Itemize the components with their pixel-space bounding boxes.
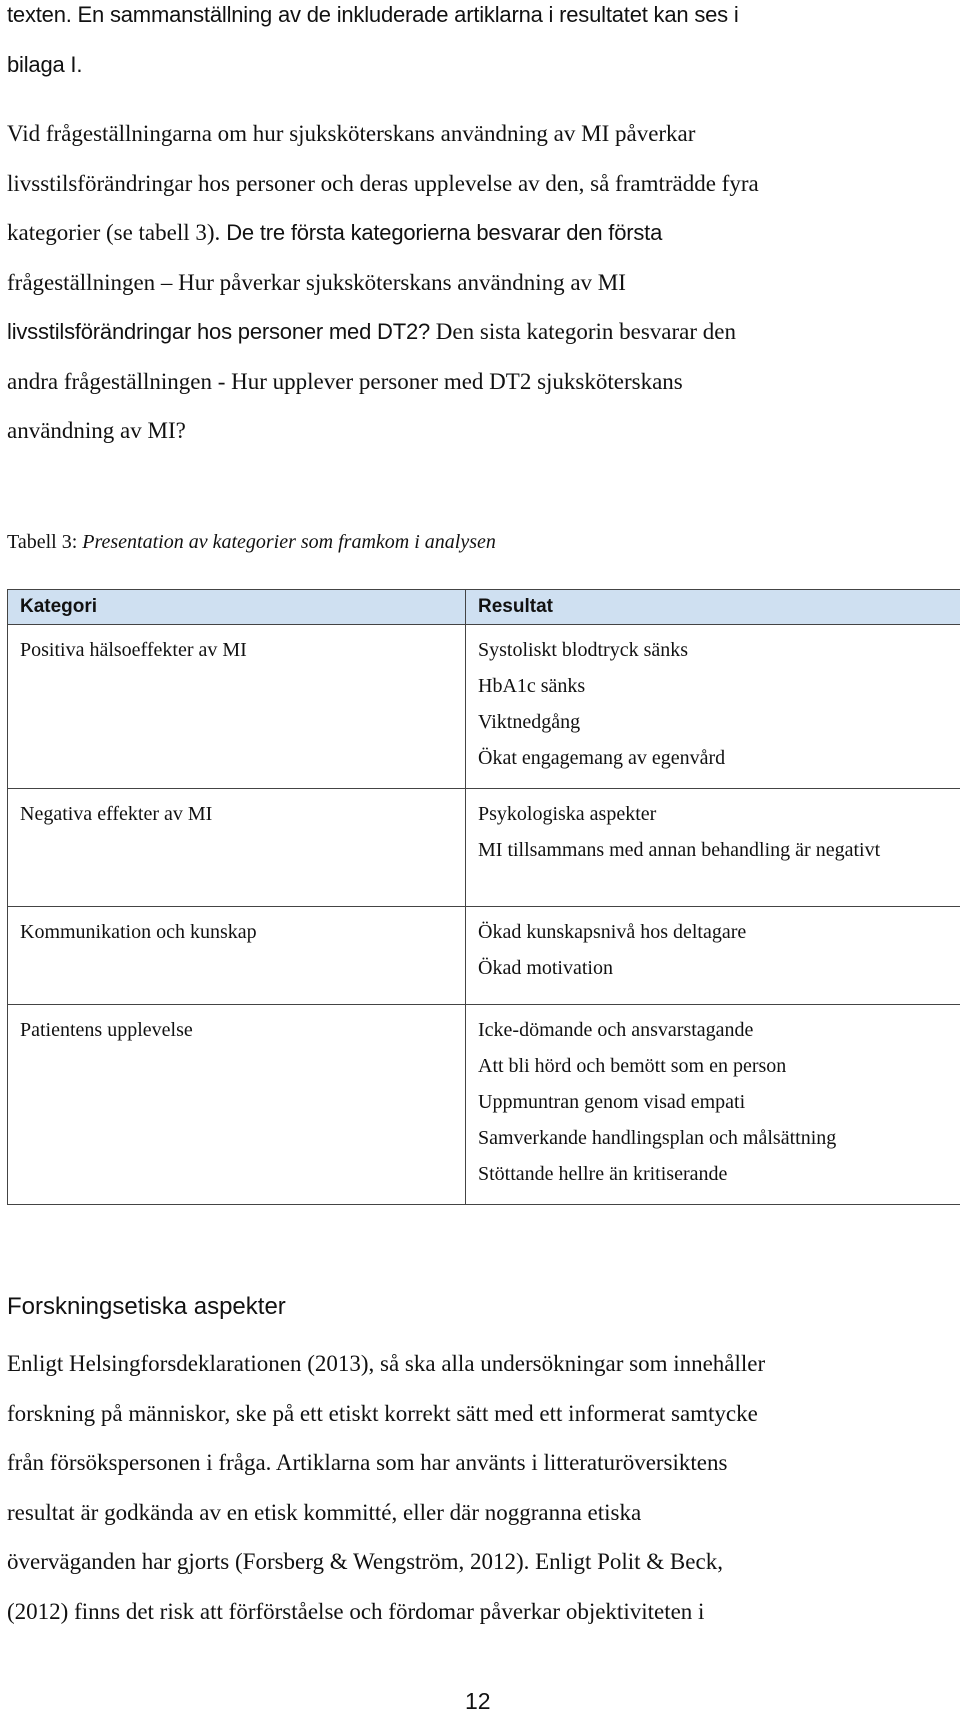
- text-line: frågeställningen – Hur påverkar sjuksköterskans användning av MI: [7, 269, 626, 295]
- text-line: [7, 307, 759, 357]
- table-header-row: [8, 590, 960, 625]
- result-item: Ökad kunskapsnivå hos deltagare: [478, 921, 747, 943]
- caption-title: Presentation av kategorier som framkom i analysen: [82, 531, 496, 553]
- text-segment: livsstilsförändringar hos personer med DT2?: [7, 319, 431, 344]
- header-resultat: Resultat: [466, 590, 960, 625]
- table-row: [8, 907, 960, 1005]
- text-segment: Den sista kategorin besvarar den: [430, 319, 736, 344]
- text-line: livsstilsförändringar hos personer och deras upplevelse av den, så framträdde fyra: [7, 170, 759, 196]
- text-segment: kategorier (se tabell 3).: [7, 220, 221, 245]
- result-item: Uppmuntran genom visad empati: [478, 1091, 746, 1113]
- results-cell: [466, 625, 960, 789]
- text-line: resultat är godkända av en etisk kommitté, eller där noggranna etiska: [7, 1499, 642, 1525]
- result-item: Stöttande hellre än kritiserande: [478, 1163, 728, 1185]
- category-cell: [8, 625, 466, 789]
- text-line: bilaga I.: [7, 51, 83, 77]
- result-item: Systoliskt blodtryck sänks: [478, 639, 689, 661]
- section-heading: Forskningsetiska aspekter: [7, 1293, 286, 1320]
- text-line: Vid frågeställningarna om hur sjuksköterskans användning av MI påverkar: [7, 121, 696, 146]
- category-label: Negativa effekter av MI: [20, 803, 213, 825]
- paragraph-research-questions: [7, 109, 759, 456]
- paragraph-ethics: [7, 1339, 765, 1636]
- text-line: texten. En sammanställning av de inkluderade artiklarna i resultatet kan ses i: [7, 2, 739, 27]
- table-row: [8, 625, 960, 789]
- table-caption: [7, 531, 496, 554]
- results-cell: [466, 1005, 960, 1205]
- header-kategori: Kategori: [8, 590, 466, 625]
- text-line: från försökspersonen i fråga. Artiklarna som har använts i litteraturöversiktens: [7, 1450, 728, 1475]
- table-row: [8, 789, 960, 907]
- result-item: Att bli hörd och bemött som en person: [478, 1055, 787, 1077]
- result-item: MI tillsammans med annan behandling är negativt: [478, 839, 881, 861]
- category-label: Positiva hälsoeffekter av MI: [20, 639, 247, 661]
- results-cell: [466, 789, 960, 907]
- caption-label: Tabell 3:: [7, 531, 83, 553]
- result-item: HbA1c sänks: [478, 675, 586, 697]
- results-cell: [466, 907, 960, 1005]
- text-segment: De tre första kategorierna besvarar den första: [220, 220, 663, 245]
- result-item: Ökad motivation: [478, 957, 613, 979]
- result-item: Samverkande handlingsplan och målsättning: [478, 1127, 837, 1149]
- category-cell: [8, 789, 466, 907]
- result-item: Psykologiska aspekter: [478, 803, 657, 825]
- result-item: Viktnedgång: [478, 711, 581, 733]
- text-line: användning av MI?: [7, 418, 186, 443]
- category-label: Patientens upplevelse: [20, 1019, 193, 1041]
- text-line: överväganden har gjorts (Forsberg & Wengström, 2012). Enligt Polit & Beck,: [7, 1549, 723, 1574]
- text-line: forskning på människor, ske på ett etiskt korrekt sätt med ett informerat samtycke: [7, 1400, 758, 1426]
- text-line: Enligt Helsingforsdeklarationen (2013), så ska alla undersökningar som innehåller: [7, 1351, 766, 1376]
- page-number: 12: [465, 1688, 491, 1714]
- text-line: (2012) finns det risk att förförståelse och fördomar påverkar objektiviteten i: [7, 1598, 705, 1624]
- result-item: Icke-dömande och ansvarstagande: [478, 1019, 754, 1041]
- categories-table: [7, 589, 960, 1205]
- category-cell: [8, 907, 466, 1005]
- text-line: [7, 208, 759, 258]
- category-label: Kommunikation och kunskap: [20, 921, 257, 943]
- text-line: andra frågeställningen - Hur upplever personer med DT2 sjuksköterskans: [7, 368, 683, 394]
- paragraph-intro: [7, 0, 739, 89]
- result-item: Ökat engagemang av egenvård: [478, 747, 726, 769]
- category-cell: [8, 1005, 466, 1205]
- table-row: [8, 1005, 960, 1205]
